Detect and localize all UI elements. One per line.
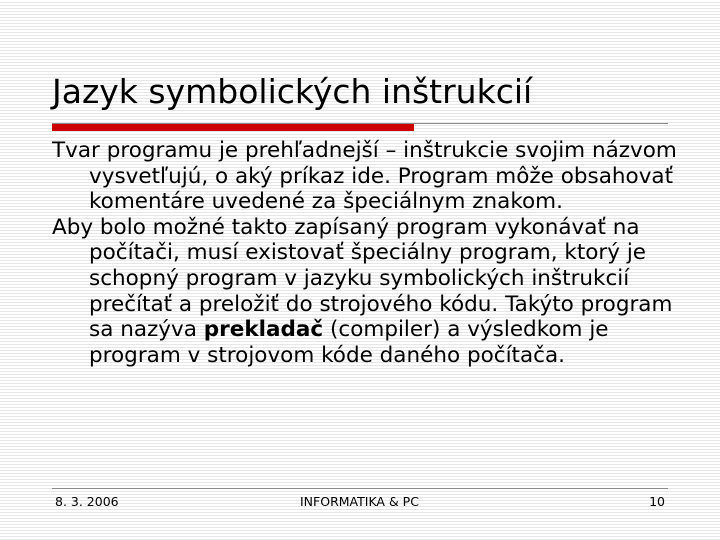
- slide-title: Jazyk symbolických inštrukcií: [52, 72, 533, 111]
- footer-date: 8. 3. 2006: [55, 494, 119, 509]
- paragraph-2: [52, 215, 692, 369]
- page-number: 10: [649, 494, 665, 509]
- paragraph-2-text-after: (compiler) a výsledkom je program v strojovom kóde daného počítača.: [89, 317, 609, 368]
- paragraph-2-text-before: Aby bolo možné takto zapísaný program vykonávať na počítači, musí existovať špeciálny program, ktorý je schopný program v jazyku symbolických inštrukcií prečítať a preložiť do strojového kódu. Takýto program sa nazýva: [52, 214, 673, 343]
- title-accent-bar: [52, 124, 414, 131]
- footer-title: INFORMATIKA & PC: [300, 494, 419, 509]
- paragraph-1: [52, 138, 692, 215]
- paragraph-1-text: Tvar programu je prehľadnejší – inštrukcie svojim názvom vysvetľujú, o aký príkaz ide. Program môže obsahovať komentáre uvedené za špeciálnym znakom.: [52, 138, 677, 215]
- footer-divider: [52, 488, 668, 489]
- slide-body: [52, 138, 692, 368]
- term-prekladac: prekladač: [203, 317, 324, 343]
